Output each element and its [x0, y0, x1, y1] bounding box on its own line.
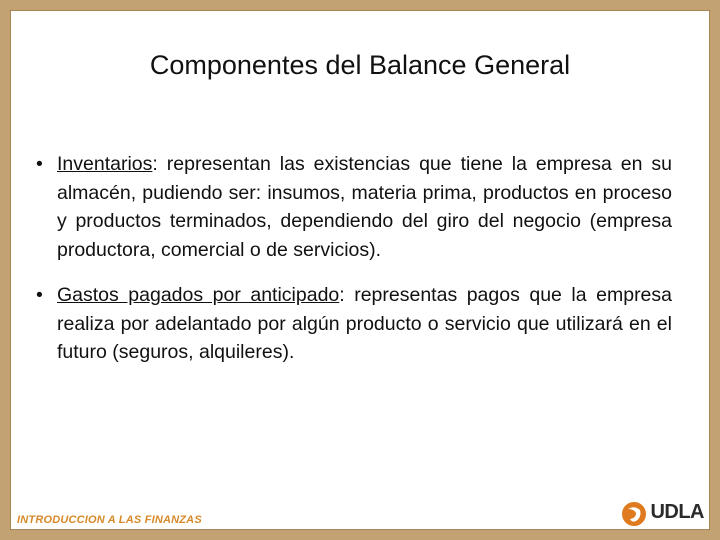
logo-name: UDLA — [650, 500, 704, 523]
bullet-term: Gastos pagados por anticipado — [57, 284, 340, 306]
slide-title: Componentes del Balance General — [149, 50, 571, 80]
bullet-marker: • — [36, 284, 43, 306]
bullet-list — [36, 150, 672, 384]
bullet-marker: • — [36, 153, 43, 175]
udla-logo-icon — [621, 501, 647, 527]
bullet-text: representas pagos que la empresa realiza por adelantado por algún producto o servicio que utilizará en el futuro (seguros, alquileres). — [57, 284, 672, 363]
bullet-inventarios — [36, 150, 672, 264]
bullet-term: Inventarios — [57, 153, 153, 175]
logo-wordmark — [650, 502, 704, 527]
udla-logo — [621, 501, 704, 527]
bullet-colon: : — [339, 284, 345, 306]
bullet-colon: : — [152, 153, 158, 175]
logo-subtext — [650, 522, 704, 527]
footer-course-title: INTRODUCCION A LAS FINANZAS — [17, 514, 202, 526]
bullet-text: representan las existencias que tiene la empresa en su almacén, pudiendo ser: insumos, materia prima, productos en proceso y productos terminados, dependiendo del giro del negocio (empresa productora, comercial o de servicios). — [57, 153, 672, 261]
bullet-gastos-pagados — [36, 281, 672, 367]
